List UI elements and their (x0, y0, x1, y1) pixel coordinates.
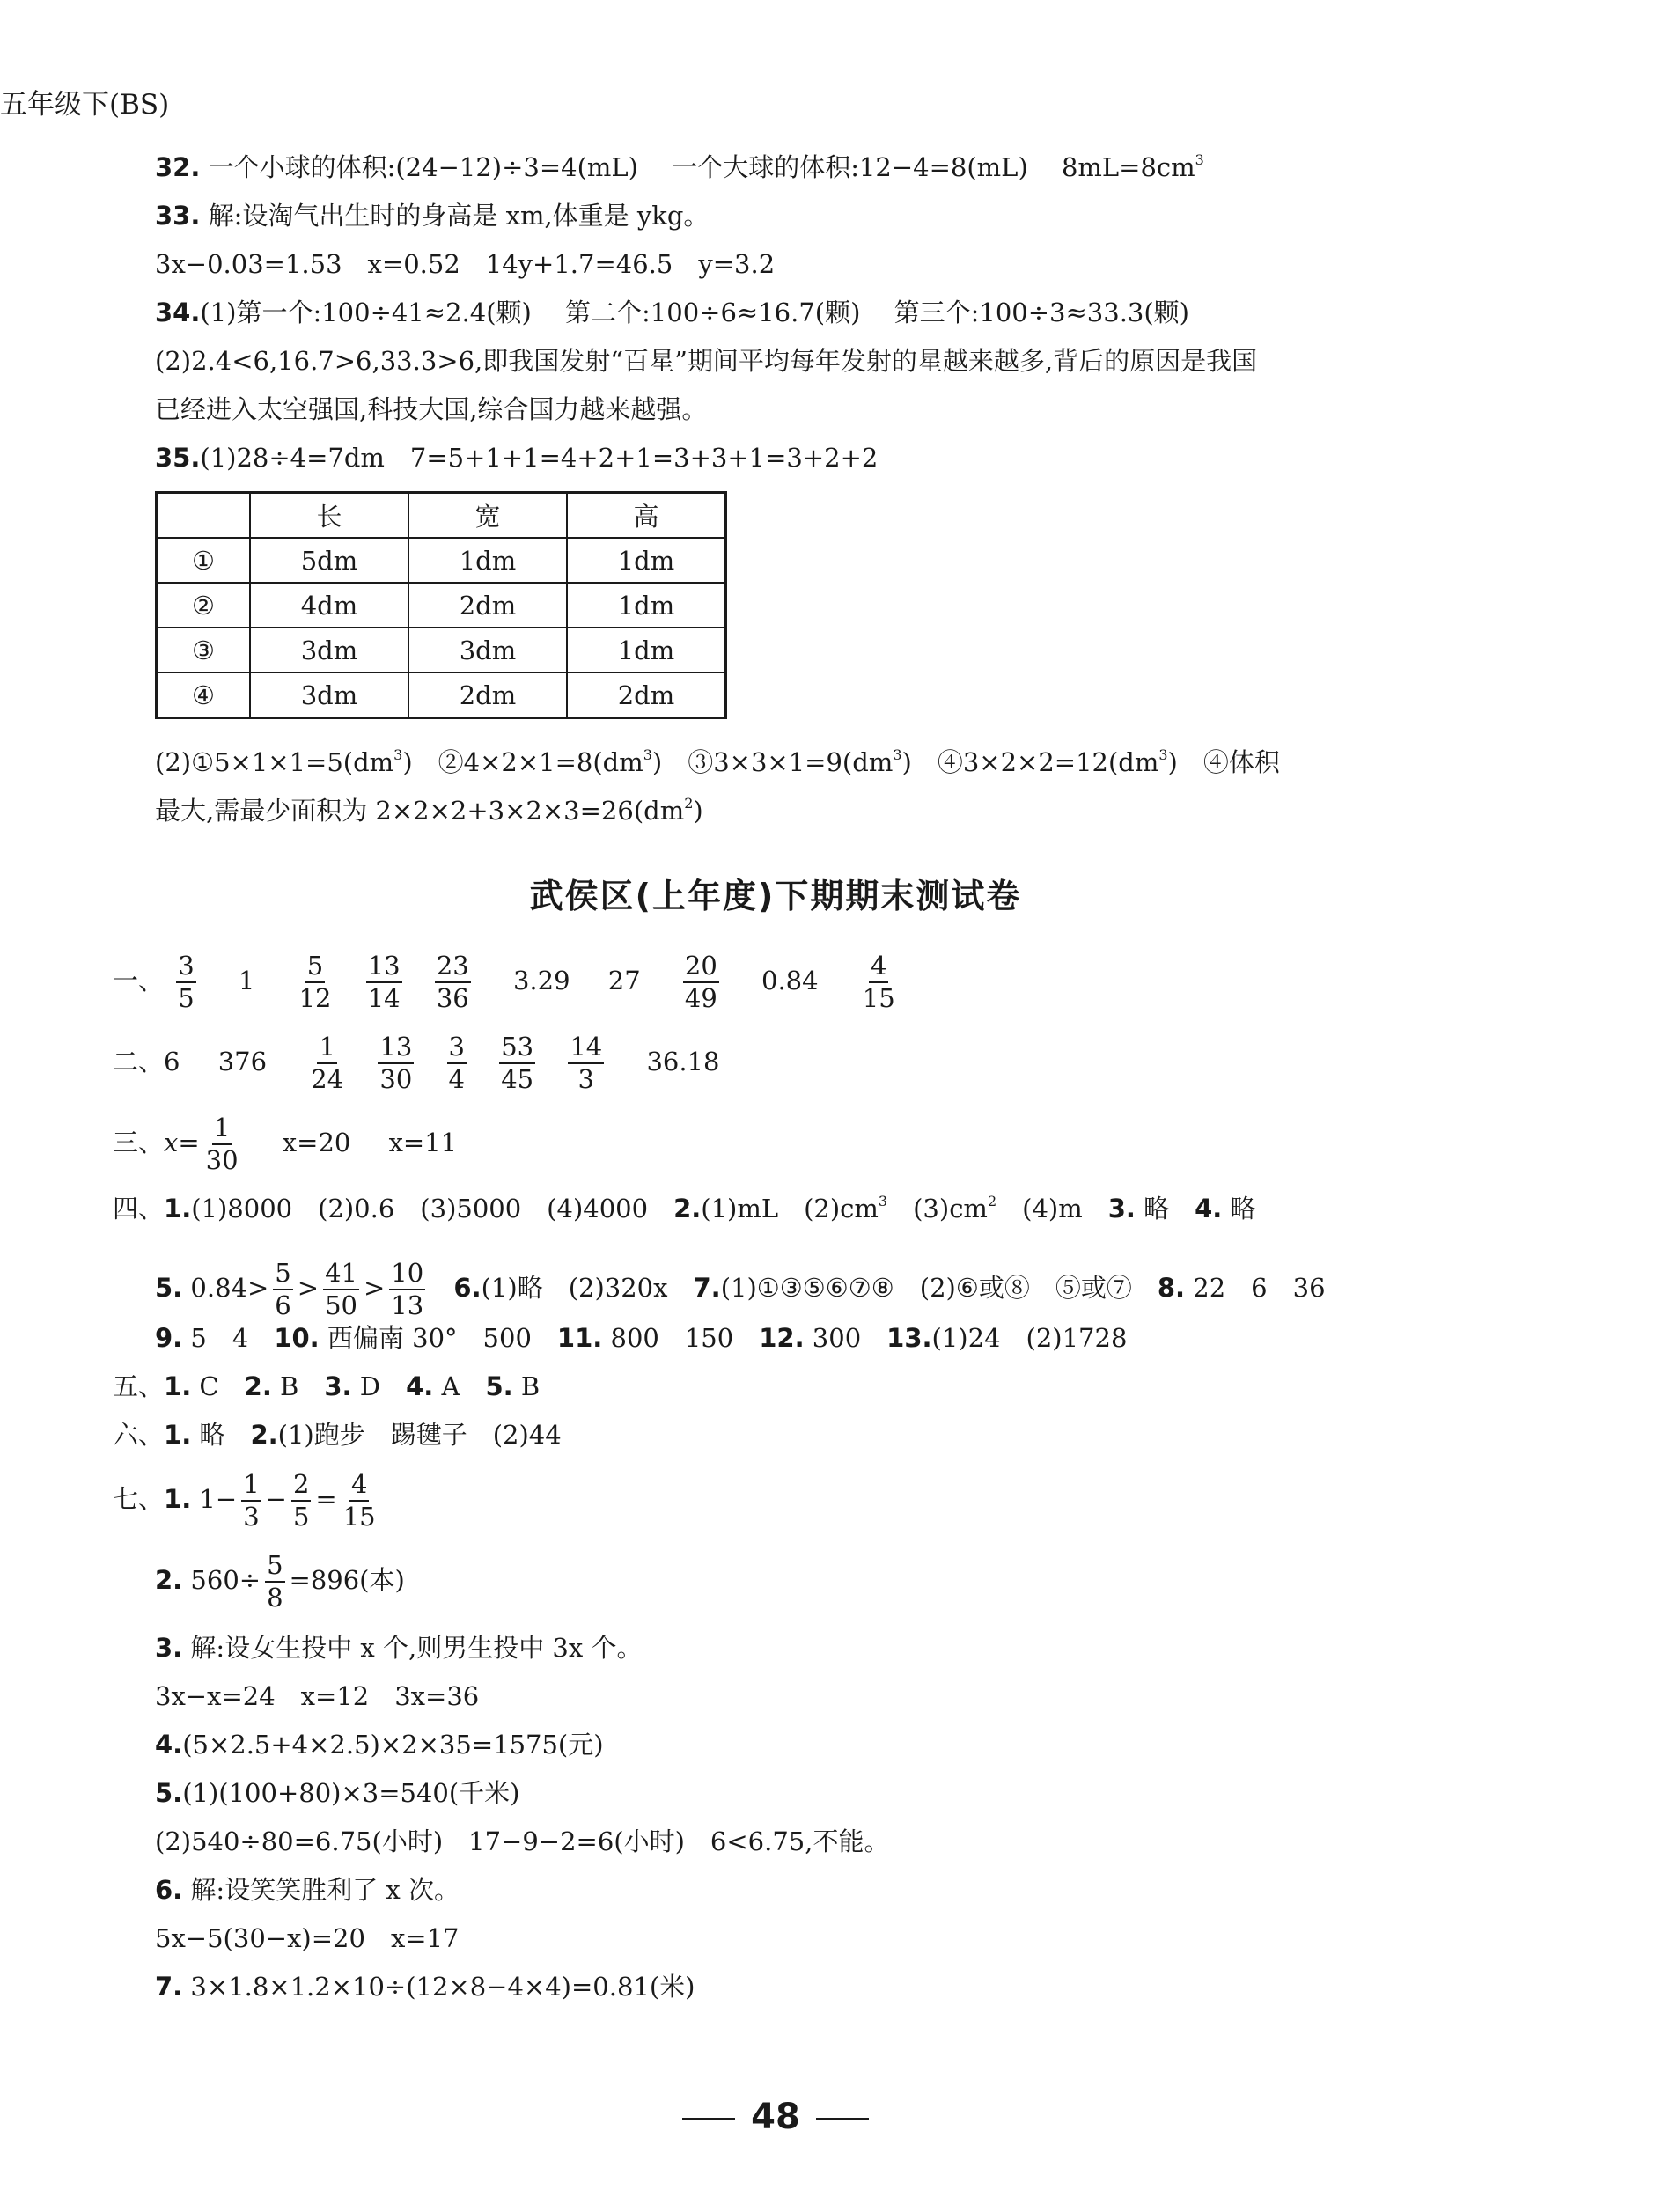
text-segment: 最大,需最少面积为 2×2×2+3×2×3=26(dm (155, 796, 685, 826)
superscript: 3 (1195, 151, 1204, 168)
answer-text: C (191, 1371, 245, 1401)
numerator: 5 (305, 953, 325, 983)
table-header-cell: 长 (250, 493, 408, 539)
fraction (378, 1034, 414, 1092)
section-label: 七、 (113, 1484, 165, 1514)
fraction (499, 1034, 535, 1092)
table-cell: ② (157, 583, 251, 628)
answer-value: 3.29 (512, 966, 570, 996)
text-segment: ) (693, 796, 703, 826)
denominator: 45 (501, 1064, 534, 1094)
q-number: 6. (155, 1875, 183, 1905)
q-number: 2. (673, 1194, 702, 1224)
table-cell: 2dm (408, 672, 567, 718)
answer-text: 560÷ (182, 1565, 261, 1595)
section-label: 五、 (113, 1371, 165, 1401)
section-7-q4 (155, 1732, 604, 1758)
exam-title: 武侯区(上年度)下期期末测试卷 (529, 877, 1022, 915)
q-number: 4. (406, 1371, 434, 1401)
fraction (342, 1469, 378, 1532)
q-number: 5. (155, 1778, 183, 1808)
answer-text: (1)第一个:100÷41≈2.4(颗) 第二个:100÷6≈16.7(颗) 第三个:100÷3≈33.3(颗) (200, 298, 1189, 327)
denominator: 24 (311, 1064, 344, 1094)
page-number-text: 48 (751, 2097, 800, 2137)
section-7-q2 (155, 1550, 405, 1613)
table-header-row (157, 493, 726, 539)
denominator: 5 (292, 1502, 310, 1532)
q-number: 32. (155, 152, 201, 182)
q-number: 4. (1195, 1194, 1223, 1224)
numerator: 1 (241, 1472, 261, 1502)
numerator: 41 (323, 1260, 359, 1290)
fraction (568, 1034, 604, 1092)
numerator: 14 (568, 1034, 604, 1064)
dimensions-table (155, 491, 727, 719)
q-number: 2. (244, 1371, 272, 1401)
text-segment: ) ②4×2×1=8(dm (402, 747, 643, 777)
answer-value: 0.84 (761, 966, 819, 996)
denominator: 6 (275, 1290, 291, 1320)
superscript: 3 (643, 746, 652, 763)
answer-text: 略 (191, 1420, 251, 1450)
text-segment: ) ③3×3×1=9(dm (651, 747, 894, 777)
answer-value: 1 (238, 966, 255, 996)
q-number: 5. (155, 1273, 183, 1303)
numerator: 13 (366, 953, 402, 983)
q-number: 12. (759, 1323, 805, 1353)
fraction (389, 1260, 425, 1319)
fraction (273, 1260, 292, 1319)
q-number: 2. (250, 1420, 278, 1450)
table-header-cell: 宽 (408, 493, 567, 539)
q-number: 11. (556, 1323, 603, 1353)
fraction (265, 1550, 284, 1613)
numerator: 53 (499, 1034, 535, 1064)
answer-text: A (433, 1371, 486, 1401)
table-cell: 1dm (567, 583, 726, 628)
q-number: 7. (693, 1273, 721, 1303)
section-label: 二、 (113, 1047, 165, 1077)
q-number: 3. (155, 1633, 183, 1663)
section-4-line3 (155, 1323, 1128, 1353)
denominator: 3 (577, 1064, 594, 1094)
fraction (323, 1260, 359, 1319)
text-segment: (2)①5×1×1=5(dm (155, 747, 394, 777)
denominator: 5 (178, 983, 195, 1013)
denominator: 50 (325, 1290, 357, 1320)
table-cell: 2dm (408, 583, 567, 628)
numerator: 3 (447, 1034, 467, 1064)
answer-text: B (512, 1371, 541, 1401)
table-cell: ③ (157, 628, 251, 672)
fraction (683, 953, 719, 1011)
section-7-q3-line2: 3x−x=24 x=12 3x=36 (155, 1681, 480, 1711)
numerator: 3 (176, 953, 195, 983)
section-2 (113, 1034, 719, 1092)
fraction (176, 953, 195, 1011)
numerator: 2 (291, 1472, 311, 1502)
numerator: 23 (435, 953, 471, 983)
superscript: 3 (393, 746, 403, 763)
text-segment: ) ④体积 (1167, 747, 1280, 777)
answer-text: (4)m (996, 1194, 1108, 1224)
section-label: 一、 (113, 966, 165, 996)
superscript: 2 (987, 1193, 997, 1209)
section-7-q3 (155, 1635, 642, 1661)
superscript: 3 (1158, 746, 1168, 763)
numerator: 1 (317, 1034, 336, 1064)
answer-q34 (155, 300, 1189, 326)
answer-text: (1)8000 (2)0.6 (3)5000 (4)4000 (191, 1194, 674, 1224)
answer-text: 西偏南 30° 500 (319, 1323, 557, 1353)
denominator: 30 (205, 1145, 239, 1175)
answer-q33 (155, 203, 709, 229)
answer-text: (1)略 (2)320x (481, 1273, 694, 1303)
fraction (366, 953, 402, 1011)
answer-text: 3×1.8×1.2×10÷(12×8−4×4)=0.81(米) (182, 1972, 695, 2002)
answer-text: 1− (191, 1484, 238, 1514)
operator: = (315, 1484, 337, 1514)
section-5 (113, 1371, 541, 1401)
section-7-q6 (155, 1875, 460, 1905)
answer-text: =896(本) (289, 1565, 405, 1595)
section-4-line2 (155, 1260, 1326, 1319)
answer-q34-line2: (2)2.4<6,16.7>6,33.3>6,即我国发射“百星”期间平均每年发射的星越来越多,背后的原因是我国 (155, 346, 1258, 376)
answer-text: 解:设笑笑胜利了 x 次。 (182, 1875, 460, 1905)
fraction (309, 1034, 345, 1092)
answer-text: 解:设女生投中 x 个,则男生投中 3x 个。 (182, 1633, 643, 1663)
numerator: 20 (683, 953, 719, 983)
q-number: 34. (155, 298, 201, 327)
answer-q34-line3: 已经进入太空强国,科技大国,综合国力越来越强。 (155, 394, 708, 424)
q-number: 1. (164, 1194, 192, 1224)
table-cell: 5dm (250, 538, 408, 583)
table-cell: ① (157, 538, 251, 583)
q-number: 2. (155, 1565, 183, 1595)
fraction (241, 1469, 261, 1532)
q-number: 9. (155, 1323, 183, 1353)
comparison-sign: > (363, 1273, 386, 1303)
q-number: 10. (274, 1323, 320, 1353)
answer-text: 0.84> (182, 1273, 269, 1303)
answer-text: 略 (1222, 1194, 1256, 1224)
table-cell: ④ (157, 672, 251, 718)
section-6 (113, 1422, 562, 1448)
section-label: 四、 (113, 1194, 165, 1224)
fraction (447, 1034, 467, 1092)
text-segment: ) ④3×2×2=12(dm (901, 747, 1159, 777)
answer-text: 略 (1135, 1194, 1195, 1224)
answer-text: (1)①③⑤⑥⑦⑧ (2)⑥或⑧ ⑤或⑦ (720, 1273, 1158, 1303)
denominator: 4 (448, 1064, 465, 1094)
table-cell: 4dm (250, 583, 408, 628)
table-cell: 1dm (408, 538, 567, 583)
answer-value: 376 (217, 1047, 268, 1077)
table-cell: 3dm (250, 672, 408, 718)
fraction (298, 953, 334, 1011)
table-row (157, 538, 726, 583)
answer-text: 解:设淘气出生时的身高是 xm,体重是 ykg。 (200, 201, 710, 231)
section-7-q1 (113, 1469, 382, 1532)
answer-text: (1)跑步 踢毽子 (2)44 (277, 1420, 562, 1450)
table-row (157, 628, 726, 672)
q-number: 8. (1157, 1273, 1186, 1303)
comparison-sign: > (297, 1273, 320, 1303)
numerator: 1 (212, 1115, 232, 1145)
q-number: 13. (886, 1323, 932, 1353)
answer-q35-part2 (155, 746, 1280, 777)
answer-text: 一个小球的体积:(24−12)÷3=4(mL) 一个大球的体积:12−4=8(mL) 8mL=8cm (200, 152, 1195, 182)
rule-left (682, 2118, 735, 2120)
fraction (291, 1469, 311, 1532)
table-cell: 3dm (408, 628, 567, 672)
answer-q35-part2-line2 (155, 795, 703, 826)
answer-q33-line2: 3x−0.03=1.53 x=0.52 14y+1.7=46.5 y=3.2 (155, 249, 776, 279)
q-number: 3. (1107, 1194, 1136, 1224)
answer-text: (1)mL (2)cm (701, 1194, 879, 1224)
denominator: 8 (267, 1583, 283, 1613)
numerator: 4 (349, 1472, 369, 1502)
q-number: 7. (155, 1972, 183, 2002)
numerator: 5 (273, 1260, 292, 1290)
answer-text: (5×2.5+4×2.5)×2×35=1575(元) (182, 1730, 604, 1760)
table-header-cell (157, 493, 251, 539)
superscript: 3 (878, 1193, 888, 1209)
table-header-cell: 高 (567, 493, 726, 539)
fraction (435, 953, 471, 1011)
answer-text: D (351, 1371, 407, 1401)
denominator: 13 (391, 1290, 424, 1320)
equation: x= (164, 1128, 200, 1157)
q-number: 5. (485, 1371, 513, 1401)
page-number (0, 2097, 1551, 2137)
table-cell: 2dm (567, 672, 726, 718)
section-label: 三、 (113, 1128, 165, 1157)
equation: x=11 (388, 1128, 458, 1157)
answer-value: 6 (164, 1047, 180, 1077)
denominator: 49 (684, 983, 717, 1013)
numerator: 4 (869, 953, 888, 983)
superscript: 3 (893, 746, 902, 763)
q-number: 33. (155, 201, 201, 231)
answer-text: (1)(100+80)×3=540(千米) (182, 1778, 520, 1808)
rule-right (816, 2118, 869, 2120)
section-7-q7 (155, 1974, 695, 2000)
table-row (157, 583, 726, 628)
denominator: 14 (367, 983, 401, 1013)
denominator: 30 (379, 1064, 413, 1094)
answer-value: 36.18 (646, 1047, 720, 1077)
q-number: 1. (164, 1371, 192, 1401)
table-cell: 1dm (567, 628, 726, 672)
numerator: 10 (389, 1260, 425, 1290)
superscript: 2 (684, 795, 694, 812)
fraction (861, 953, 897, 1011)
section-3 (113, 1115, 457, 1173)
section-7-q6-line2: 5x−5(30−x)=20 x=17 (155, 1923, 460, 1953)
running-header: 五年级下(BS) (0, 89, 170, 121)
q-number: 35. (155, 443, 201, 473)
denominator: 15 (342, 1502, 376, 1532)
table-row (157, 672, 726, 718)
denominator: 15 (862, 983, 895, 1013)
answer-text: B (271, 1371, 325, 1401)
equation: x=20 (282, 1128, 351, 1157)
section-7-q5-line2: (2)540÷80=6.75(小时) 17−9−2=6(小时) 6<6.75,不能。 (155, 1826, 890, 1856)
q-number: 6. (453, 1273, 482, 1303)
fraction (204, 1115, 240, 1173)
numerator: 5 (265, 1553, 284, 1583)
answer-text: (1)24 (2)1728 (931, 1323, 1128, 1353)
q-number: 1. (164, 1420, 192, 1450)
answer-text: (3)cm (887, 1194, 988, 1224)
answer-text: 22 6 36 (1185, 1273, 1326, 1303)
table-cell: 1dm (567, 538, 726, 583)
answer-text: (1)28÷4=7dm 7=5+1+1=4+2+1=3+3+1=3+2+2 (200, 443, 879, 473)
table-cell: 3dm (250, 628, 408, 672)
q-number: 4. (155, 1730, 183, 1760)
answer-text: 5 4 (182, 1323, 275, 1353)
numerator: 13 (378, 1034, 414, 1064)
section-label: 六、 (113, 1420, 165, 1450)
denominator: 3 (243, 1502, 260, 1532)
denominator: 12 (298, 983, 332, 1013)
section-7-q5 (155, 1778, 520, 1808)
q-number: 1. (164, 1484, 192, 1514)
answer-value: 27 (607, 966, 641, 996)
answer-q35 (155, 445, 878, 471)
answer-text: 800 150 (602, 1323, 760, 1353)
q-number: 3. (324, 1371, 352, 1401)
answer-q32 (155, 151, 1204, 182)
section-1 (113, 953, 901, 1011)
answer-text: 300 (804, 1323, 887, 1353)
operator: − (265, 1484, 287, 1514)
denominator: 36 (436, 983, 469, 1013)
section-4-line1 (113, 1193, 1256, 1224)
